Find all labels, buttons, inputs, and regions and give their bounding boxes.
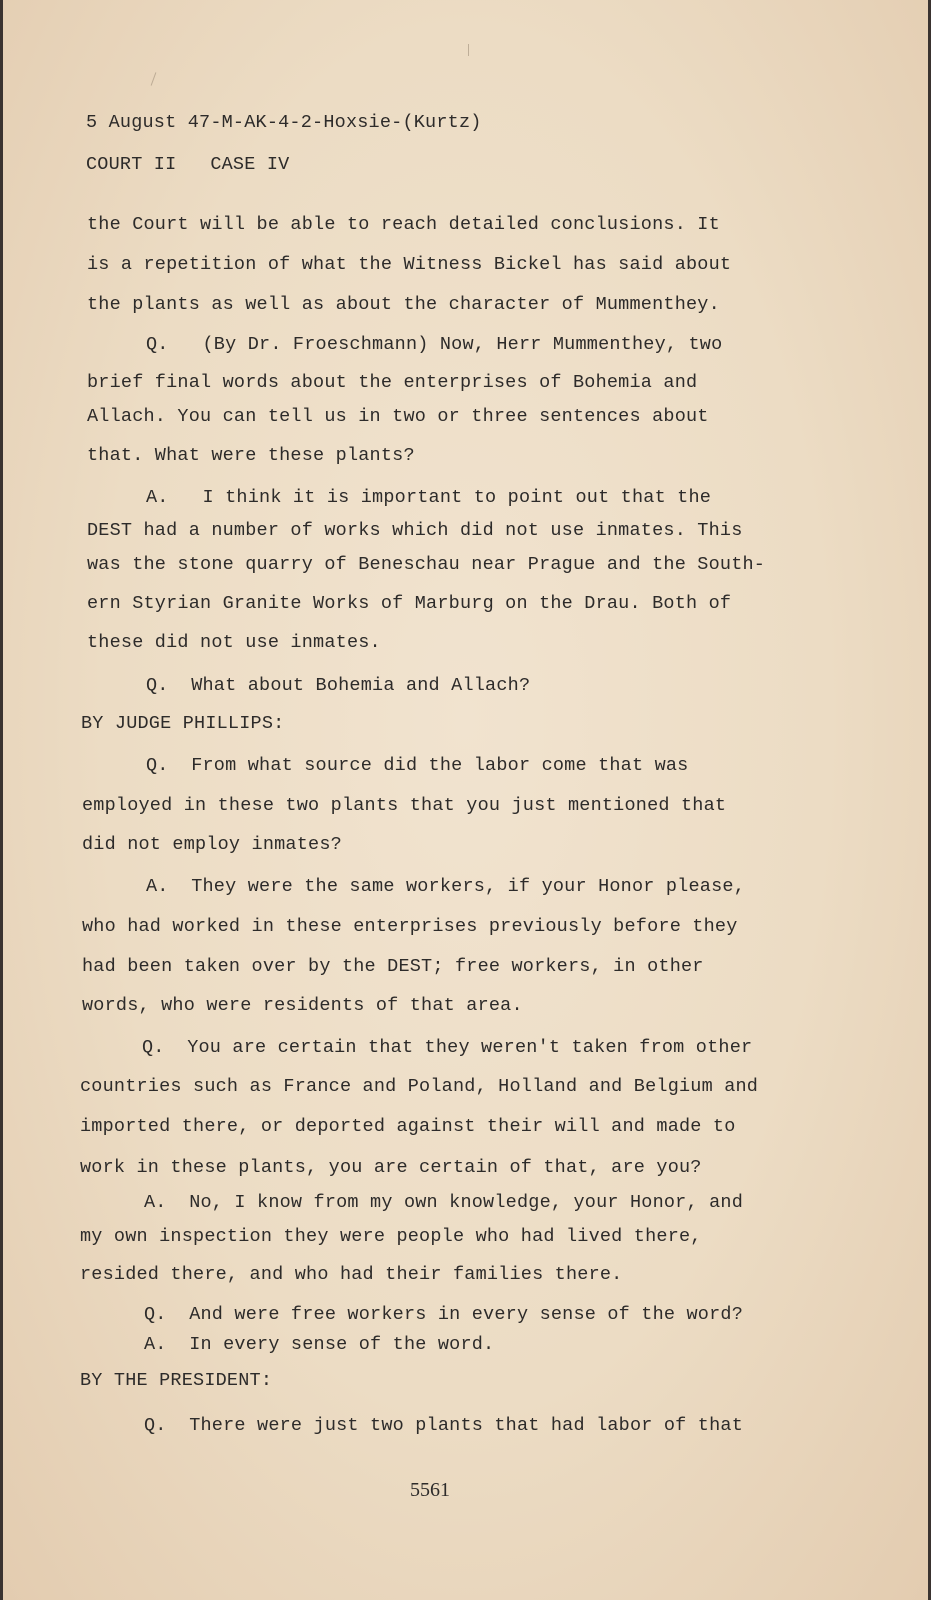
text-line: Q. (By Dr. Froeschmann) Now, Herr Mummenthey, two <box>146 334 723 355</box>
text-line: resided there, and who had their families there. <box>80 1264 623 1285</box>
header-reference-line: 5 August 47-M-AK-4-2-Hoxsie-(Kurtz) <box>86 112 482 133</box>
text-line: that. What were these plants? <box>87 445 415 466</box>
text-line: A. They were the same workers, if your Honor please, <box>146 876 745 897</box>
paper-blemish <box>151 72 157 85</box>
text-line: the plants as well as about the character of Mummenthey. <box>87 294 720 315</box>
text-line: the Court will be able to reach detailed conclusions. It <box>87 214 720 235</box>
text-line: Q. And were free workers in every sense of the word? <box>144 1304 743 1325</box>
text-line: who had worked in these enterprises previously before they <box>82 916 738 937</box>
text-line: words, who were residents of that area. <box>82 995 523 1016</box>
text-line: these did not use inmates. <box>87 632 381 653</box>
text-line: Allach. You can tell us in two or three sentences about <box>87 406 709 427</box>
text-line: Q. You are certain that they weren't taken from other <box>142 1037 753 1058</box>
text-line: A. In every sense of the word. <box>144 1334 495 1355</box>
text-line: countries such as France and Poland, Holland and Belgium and <box>80 1076 759 1097</box>
speaker-heading: BY THE PRESIDENT: <box>80 1370 273 1391</box>
text-line: did not employ inmates? <box>82 834 342 855</box>
text-line: was the stone quarry of Beneschau near Prague and the South- <box>87 554 766 575</box>
text-line: my own inspection they were people who had lived there, <box>80 1226 702 1247</box>
text-line: imported there, or deported against their will and made to <box>80 1116 736 1137</box>
text-line: DEST had a number of works which did not use inmates. This <box>87 520 743 541</box>
text-line: A. I think it is important to point out that the <box>146 487 712 508</box>
paper-blemish <box>468 44 469 56</box>
header-court-case-line: COURT II CASE IV <box>86 154 290 175</box>
text-line: Q. From what source did the labor come that was <box>146 755 689 776</box>
text-line: Q. There were just two plants that had labor of that <box>144 1415 743 1436</box>
text-line: Q. What about Bohemia and Allach? <box>146 675 531 696</box>
text-line: employed in these two plants that you just mentioned that <box>82 795 727 816</box>
speaker-heading: BY JUDGE PHILLIPS: <box>81 713 285 734</box>
text-line: brief final words about the enterprises of Bohemia and <box>87 372 698 393</box>
text-line: ern Styrian Granite Works of Marburg on the Drau. Both of <box>87 593 732 614</box>
text-line: had been taken over by the DEST; free workers, in other <box>82 956 704 977</box>
text-line: work in these plants, you are certain of that, are you? <box>80 1157 702 1178</box>
text-line: is a repetition of what the Witness Bickel has said about <box>87 254 732 275</box>
page-number: 5561 <box>410 1479 450 1501</box>
text-line: A. No, I know from my own knowledge, your Honor, and <box>144 1192 743 1213</box>
